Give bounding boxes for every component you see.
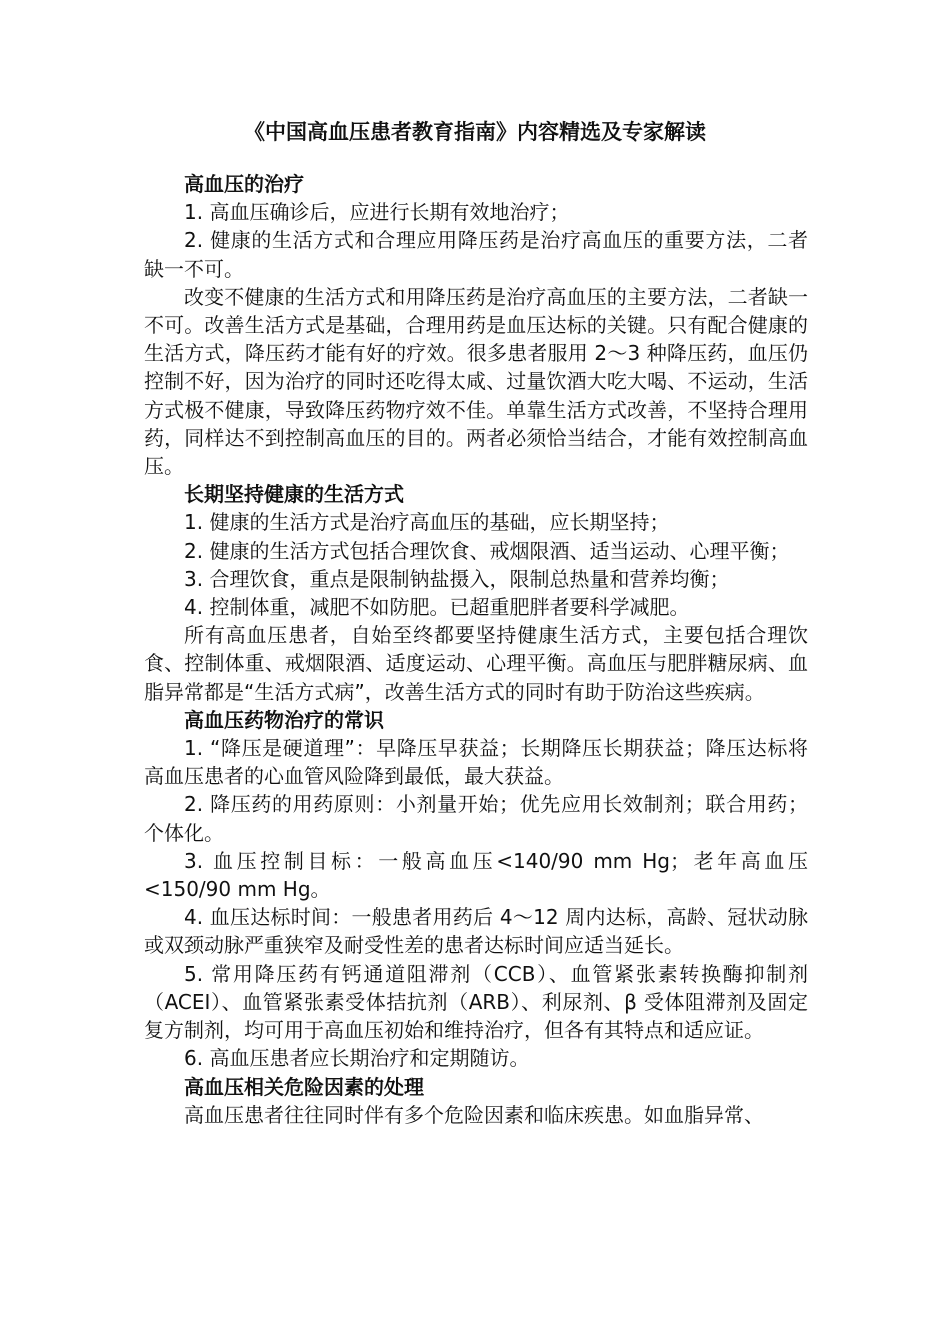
paragraph: 2. 健康的生活方式包括合理饮食、戒烟限酒、适当运动、心理平衡； (184, 538, 790, 563)
section-heading-lifestyle: 长期坚持健康的生活方式 (184, 482, 404, 507)
paragraph: 3. 血压控制目标：一般高血压<140/90 mm Hg；老年高血压<150/90 mm Hg。 (144, 848, 808, 902)
paragraph: 2. 降压药的用药原则：小剂量开始；优先应用长效制剂；联合用药；个体化。 (144, 792, 808, 845)
section-heading-medication: 高血压药物治疗的常识 (184, 707, 384, 732)
paragraph: 5. 常用降压药有钙通道阻滞剂（CCB）、血管紧张素转换酶抑制剂（ACEI）、血管紧张素受体拮抗剂（ARB）、利尿剂、β 受体阻滞剂及固定复方制剂，均可用于高血压初始和维持治疗，但各有其特点和适应证。 (144, 961, 808, 1043)
paragraph: 所有高血压患者，自始至终都要坚持健康生活方式，主要包括合理饮食、控制体重、戒烟限酒、适度运动、心理平衡。高血压与肥胖糖尿病、血脂异常都是“生活方式病”，改善生活方式的同时有助于防治这些疾病。 (144, 623, 808, 704)
document-body (144, 170, 808, 1129)
section-heading-risk-factors: 高血压相关危险因素的处理 (184, 1074, 424, 1099)
document-title: 《中国高血压患者教育指南》内容精选及专家解读 (244, 120, 706, 144)
paragraph: 3. 合理饮食，重点是限制钠盐摄入，限制总热量和营养均衡； (184, 566, 730, 591)
paragraph: 4. 血压达标时间：一般患者用药后 4～12 周内达标，高龄、冠状动脉或双颈动脉严重狭窄及耐受性差的患者达标时间应适当延长。 (144, 905, 808, 958)
paragraph: 改变不健康的生活方式和用降压药是治疗高血压的主要方法，二者缺一不可。改善生活方式是基础，合理用药是血压达标的关键。只有配合健康的生活方式，降压药才能有好的疗效。很多患者服用 2～3 种降压药，血压仍控制不好，因为治疗的同时还吃得太咸、过量饮酒大吃大喝、不运动，生活方式极不健康，导致降压药物疗效不佳。单靠生活方式改善，不坚持合理用药，同样达不到控制高血压的目的。两者必须恰当结合，才能有效控制高血压。 (144, 284, 808, 479)
paragraph: 1. 健康的生活方式是治疗高血压的基础，应长期坚持； (184, 510, 670, 535)
paragraph: 2. 健康的生活方式和合理应用降压药是治疗高血压的重要方法，二者缺一不可。 (144, 228, 808, 281)
section-heading-treatment: 高血压的治疗 (184, 172, 304, 196)
paragraph: 高血压患者往往同时伴有多个危险因素和临床疾患。如血脂异常、 (184, 1102, 764, 1127)
paragraph: 1. 高血压确诊后，应进行长期有效地治疗； (184, 200, 570, 225)
paragraph: 6. 高血压患者应长期治疗和定期随访。 (184, 1046, 530, 1071)
paragraph: 1. “降压是硬道理”：早降压早获益；长期降压长期获益；降压达标将高血压患者的心血管风险降到最低，最大获益。 (144, 736, 808, 789)
paragraph: 4. 控制体重，减肥不如防肥。已超重肥胖者要科学减肥。 (184, 595, 690, 620)
